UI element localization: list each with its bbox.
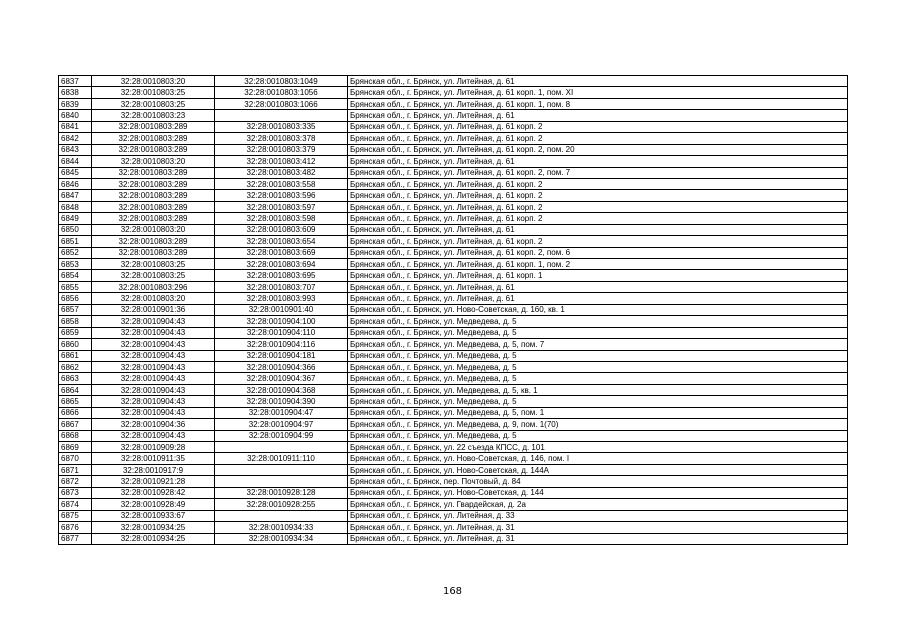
row-number-cell: 6873 [59,487,92,498]
registry-table-body [59,76,848,545]
cadastral-number-cell: 32:28:0010901:40 [215,304,348,315]
table-row [59,533,848,544]
cadastral-number-cell: 32:28:0010803:1049 [215,76,348,87]
cadastral-number-cell: 32:28:0010904:181 [215,350,348,361]
table-row [59,178,848,189]
cadastral-number-cell: 32:28:0010803:694 [215,259,348,270]
row-number-cell: 6846 [59,178,92,189]
address-cell: Брянская обл., г. Брянск, ул. Медведева, д. 5 [348,430,848,441]
cadastral-quarter-cell: 32:28:0010928:49 [92,499,215,510]
cadastral-number-cell: 32:28:0010803:379 [215,144,348,155]
cadastral-number-cell: 32:28:0010904:366 [215,361,348,372]
cadastral-quarter-cell: 32:28:0010803:25 [92,87,215,98]
cadastral-quarter-cell: 32:28:0010904:43 [92,327,215,338]
cadastral-quarter-cell: 32:28:0010904:43 [92,316,215,327]
cadastral-quarter-cell: 32:28:0010803:20 [92,76,215,87]
cadastral-number-cell: 32:28:0010904:367 [215,373,348,384]
cadastral-number-cell: 32:28:0010904:368 [215,384,348,395]
row-number-cell: 6874 [59,499,92,510]
table-row [59,373,848,384]
cadastral-quarter-cell: 32:28:0010911:35 [92,453,215,464]
row-number-cell: 6845 [59,167,92,178]
cadastral-quarter-cell: 32:28:0010803:20 [92,293,215,304]
cadastral-number-cell: 32:28:0010803:482 [215,167,348,178]
address-cell: Брянская обл., г. Брянск, ул. Медведева, д. 5, кв. 1 [348,384,848,395]
address-cell: Брянская обл., г. Брянск, ул. Литейная, д. 61 корп. 2 [348,213,848,224]
row-number-cell: 6853 [59,259,92,270]
address-cell: Брянская обл., г. Брянск, ул. Литейная, д. 61 корп. 1 [348,270,848,281]
address-cell: Брянская обл., г. Брянск, ул. Гвардейская, д. 2а [348,499,848,510]
page-number: 168 [442,586,463,597]
address-cell: Брянская обл., г. Брянск, ул. Медведева, д. 5 [348,361,848,372]
table-row [59,156,848,167]
address-cell: Брянская обл., г. Брянск, ул. Литейная, д. 61 корп. 1, пом. 2 [348,259,848,270]
cadastral-number-cell: 32:28:0010904:116 [215,339,348,350]
table-row [59,304,848,315]
cadastral-quarter-cell: 32:28:0010904:43 [92,350,215,361]
row-number-cell: 6854 [59,270,92,281]
row-number-cell: 6843 [59,144,92,155]
cadastral-quarter-cell: 32:28:0010904:36 [92,419,215,430]
cadastral-number-cell: 32:28:0010904:110 [215,327,348,338]
row-number-cell: 6858 [59,316,92,327]
row-number-cell: 6876 [59,522,92,533]
table-row [59,396,848,407]
table-row [59,281,848,292]
row-number-cell: 6837 [59,76,92,87]
cadastral-number-cell [215,510,348,521]
cadastral-quarter-cell: 32:28:0010803:289 [92,133,215,144]
cadastral-quarter-cell: 32:28:0010909:28 [92,442,215,453]
table-row [59,133,848,144]
table-row [59,270,848,281]
row-number-cell: 6859 [59,327,92,338]
address-cell: Брянская обл., г. Брянск, ул. Ново-Советская, д. 146, пом. I [348,453,848,464]
table-row [59,316,848,327]
table-row [59,487,848,498]
table-row [59,476,848,487]
property-registry-table [58,75,848,545]
row-number-cell: 6840 [59,110,92,121]
table-row [59,442,848,453]
address-cell: Брянская обл., г. Брянск, ул. Медведева, д. 5 [348,316,848,327]
row-number-cell: 6862 [59,361,92,372]
cadastral-number-cell: 32:28:0010928:128 [215,487,348,498]
table-row [59,430,848,441]
table-row [59,201,848,212]
cadastral-number-cell: 32:28:0010803:993 [215,293,348,304]
address-cell: Брянская обл., г. Брянск, ул. Литейная, д. 61 корп. 2 [348,178,848,189]
address-cell: Брянская обл., г. Брянск, ул. Литейная, д. 61 корп. 2 [348,121,848,132]
address-cell: Брянская обл., г. Брянск, ул. Литейная, д. 31 [348,522,848,533]
address-cell: Брянская обл., г. Брянск, ул. Литейная, д. 61 корп. 2, пом. 20 [348,144,848,155]
address-cell: Брянская обл., г. Брянск, ул. Медведева, д. 9, пом. 1(70) [348,419,848,430]
cadastral-number-cell: 32:28:0010934:33 [215,522,348,533]
address-cell: Брянская обл., г. Брянск, ул. Литейная, д. 61 корп. 2 [348,190,848,201]
address-cell: Брянская обл., г. Брянск, ул. 22 съезда КПСС, д. 101 [348,442,848,453]
cadastral-number-cell: 32:28:0010803:558 [215,178,348,189]
table-row [59,236,848,247]
cadastral-quarter-cell: 32:28:0010803:289 [92,213,215,224]
address-cell: Брянская обл., г. Брянск, ул. Медведева, д. 5 [348,350,848,361]
address-cell: Брянская обл., г. Брянск, ул. Литейная, д. 61 [348,110,848,121]
cadastral-number-cell: 32:28:0010934:34 [215,533,348,544]
row-number-cell: 6848 [59,201,92,212]
row-number-cell: 6861 [59,350,92,361]
row-number-cell: 6844 [59,156,92,167]
table-row [59,224,848,235]
cadastral-quarter-cell: 32:28:0010921:28 [92,476,215,487]
row-number-cell: 6850 [59,224,92,235]
address-cell: Брянская обл., г. Брянск, ул. Литейная, д. 61 [348,281,848,292]
cadastral-quarter-cell: 32:28:0010933:67 [92,510,215,521]
cadastral-quarter-cell: 32:28:0010803:25 [92,270,215,281]
cadastral-number-cell: 32:28:0010928:255 [215,499,348,510]
row-number-cell: 6838 [59,87,92,98]
cadastral-quarter-cell: 32:28:0010917:9 [92,464,215,475]
cadastral-number-cell: 32:28:0010803:378 [215,133,348,144]
cadastral-number-cell: 32:28:0010904:390 [215,396,348,407]
cadastral-quarter-cell: 32:28:0010803:289 [92,178,215,189]
row-number-cell: 6856 [59,293,92,304]
cadastral-quarter-cell: 32:28:0010803:25 [92,98,215,109]
cadastral-number-cell [215,476,348,487]
table-row [59,144,848,155]
cadastral-quarter-cell: 32:28:0010934:25 [92,522,215,533]
row-number-cell: 6872 [59,476,92,487]
address-cell: Брянская обл., г. Брянск, ул. Литейная, д. 61 корп. 1, пом. XI [348,87,848,98]
cadastral-number-cell: 32:28:0010904:99 [215,430,348,441]
row-number-cell: 6869 [59,442,92,453]
row-number-cell: 6851 [59,236,92,247]
address-cell: Брянская обл., г. Брянск, ул. Литейная, д. 61 [348,156,848,167]
cadastral-quarter-cell: 32:28:0010803:289 [92,201,215,212]
table-row [59,213,848,224]
cadastral-quarter-cell: 32:28:0010803:289 [92,247,215,258]
table-row [59,293,848,304]
cadastral-quarter-cell: 32:28:0010904:43 [92,339,215,350]
cadastral-quarter-cell: 32:28:0010904:43 [92,361,215,372]
cadastral-quarter-cell: 32:28:0010803:289 [92,167,215,178]
address-cell: Брянская обл., г. Брянск, ул. Медведева, д. 5 [348,373,848,384]
address-cell: Брянская обл., г. Брянск, ул. Ново-Советская, д. 160, кв. 1 [348,304,848,315]
row-number-cell: 6852 [59,247,92,258]
address-cell: Брянская обл., г. Брянск, ул. Литейная, д. 61 корп. 2 [348,236,848,247]
cadastral-quarter-cell: 32:28:0010803:20 [92,224,215,235]
table-row [59,453,848,464]
row-number-cell: 6870 [59,453,92,464]
address-cell: Брянская обл., г. Брянск, ул. Литейная, д. 61 [348,76,848,87]
table-row [59,87,848,98]
cadastral-quarter-cell: 32:28:0010803:296 [92,281,215,292]
row-number-cell: 6839 [59,98,92,109]
row-number-cell: 6860 [59,339,92,350]
cadastral-quarter-cell: 32:28:0010901:36 [92,304,215,315]
address-cell: Брянская обл., г. Брянск, ул. Медведева, д. 5, пом. 1 [348,407,848,418]
table-row [59,361,848,372]
table-row [59,110,848,121]
row-number-cell: 6841 [59,121,92,132]
cadastral-number-cell: 32:28:0010803:1056 [215,87,348,98]
cadastral-number-cell [215,442,348,453]
row-number-cell: 6875 [59,510,92,521]
row-number-cell: 6865 [59,396,92,407]
cadastral-number-cell: 32:28:0010803:654 [215,236,348,247]
cadastral-number-cell: 32:28:0010803:412 [215,156,348,167]
address-cell: Брянская обл., г. Брянск, ул. Литейная, д. 61 корп. 2, пом. 7 [348,167,848,178]
cadastral-quarter-cell: 32:28:0010803:25 [92,259,215,270]
cadastral-number-cell: 32:28:0010803:335 [215,121,348,132]
table-row [59,247,848,258]
cadastral-number-cell: 32:28:0010803:1066 [215,98,348,109]
cadastral-number-cell: 32:28:0010904:47 [215,407,348,418]
cadastral-quarter-cell: 32:28:0010803:20 [92,156,215,167]
cadastral-quarter-cell: 32:28:0010803:289 [92,121,215,132]
cadastral-number-cell: 32:28:0010803:669 [215,247,348,258]
table-row [59,327,848,338]
address-cell: Брянская обл., г. Брянск, ул. Медведева, д. 5 [348,327,848,338]
table-row [59,259,848,270]
table-row [59,350,848,361]
row-number-cell: 6868 [59,430,92,441]
cadastral-quarter-cell: 32:28:0010803:289 [92,144,215,155]
cadastral-number-cell: 32:28:0010904:97 [215,419,348,430]
row-number-cell: 6867 [59,419,92,430]
address-cell: Брянская обл., г. Брянск, ул. Литейная, д. 61 [348,224,848,235]
cadastral-quarter-cell: 32:28:0010928:42 [92,487,215,498]
cadastral-number-cell [215,464,348,475]
cadastral-quarter-cell: 32:28:0010934:25 [92,533,215,544]
row-number-cell: 6864 [59,384,92,395]
table-row [59,407,848,418]
table-row [59,464,848,475]
cadastral-number-cell: 32:28:0010803:707 [215,281,348,292]
table-row [59,522,848,533]
row-number-cell: 6863 [59,373,92,384]
address-cell: Брянская обл., г. Брянск, ул. Литейная, д. 61 корп. 2 [348,133,848,144]
address-cell: Брянская обл., г. Брянск, ул. Литейная, д. 31 [348,533,848,544]
table-row [59,98,848,109]
cadastral-quarter-cell: 32:28:0010904:43 [92,430,215,441]
cadastral-quarter-cell: 32:28:0010803:289 [92,190,215,201]
cadastral-quarter-cell: 32:28:0010803:23 [92,110,215,121]
table-row [59,419,848,430]
cadastral-number-cell: 32:28:0010904:100 [215,316,348,327]
table-row [59,167,848,178]
cadastral-quarter-cell: 32:28:0010803:289 [92,236,215,247]
table-row [59,384,848,395]
cadastral-quarter-cell: 32:28:0010904:43 [92,384,215,395]
address-cell: Брянская обл., г. Брянск, ул. Литейная, д. 33 [348,510,848,521]
row-number-cell: 6857 [59,304,92,315]
row-number-cell: 6855 [59,281,92,292]
table-row [59,121,848,132]
cadastral-number-cell: 32:28:0010911:110 [215,453,348,464]
cadastral-number-cell: 32:28:0010803:598 [215,213,348,224]
address-cell: Брянская обл., г. Брянск, ул. Медведева, д. 5 [348,396,848,407]
row-number-cell: 6849 [59,213,92,224]
address-cell: Брянская обл., г. Брянск, ул. Медведева, д. 5, пом. 7 [348,339,848,350]
address-cell: Брянская обл., г. Брянск, ул. Литейная, д. 61 корп. 2 [348,201,848,212]
table-row [59,339,848,350]
row-number-cell: 6847 [59,190,92,201]
cadastral-number-cell: 32:28:0010803:609 [215,224,348,235]
cadastral-quarter-cell: 32:28:0010904:43 [92,407,215,418]
cadastral-number-cell: 32:28:0010803:597 [215,201,348,212]
row-number-cell: 6877 [59,533,92,544]
table-row [59,499,848,510]
table-row [59,510,848,521]
address-cell: Брянская обл., г. Брянск, ул. Ново-Советская, д. 144А [348,464,848,475]
cadastral-number-cell: 32:28:0010803:596 [215,190,348,201]
row-number-cell: 6842 [59,133,92,144]
row-number-cell: 6866 [59,407,92,418]
cadastral-number-cell [215,110,348,121]
address-cell: Брянская обл., г. Брянск, пер. Почтовый, д. 84 [348,476,848,487]
row-number-cell: 6871 [59,464,92,475]
address-cell: Брянская обл., г. Брянск, ул. Литейная, д. 61 [348,293,848,304]
cadastral-quarter-cell: 32:28:0010904:43 [92,373,215,384]
table-row [59,190,848,201]
address-cell: Брянская обл., г. Брянск, ул. Литейная, д. 61 корп. 1, пом. 8 [348,98,848,109]
table-row [59,76,848,87]
cadastral-quarter-cell: 32:28:0010904:43 [92,396,215,407]
cadastral-number-cell: 32:28:0010803:695 [215,270,348,281]
address-cell: Брянская обл., г. Брянск, ул. Ново-Советская, д. 144 [348,487,848,498]
address-cell: Брянская обл., г. Брянск, ул. Литейная, д. 61 корп. 2, пом. 6 [348,247,848,258]
